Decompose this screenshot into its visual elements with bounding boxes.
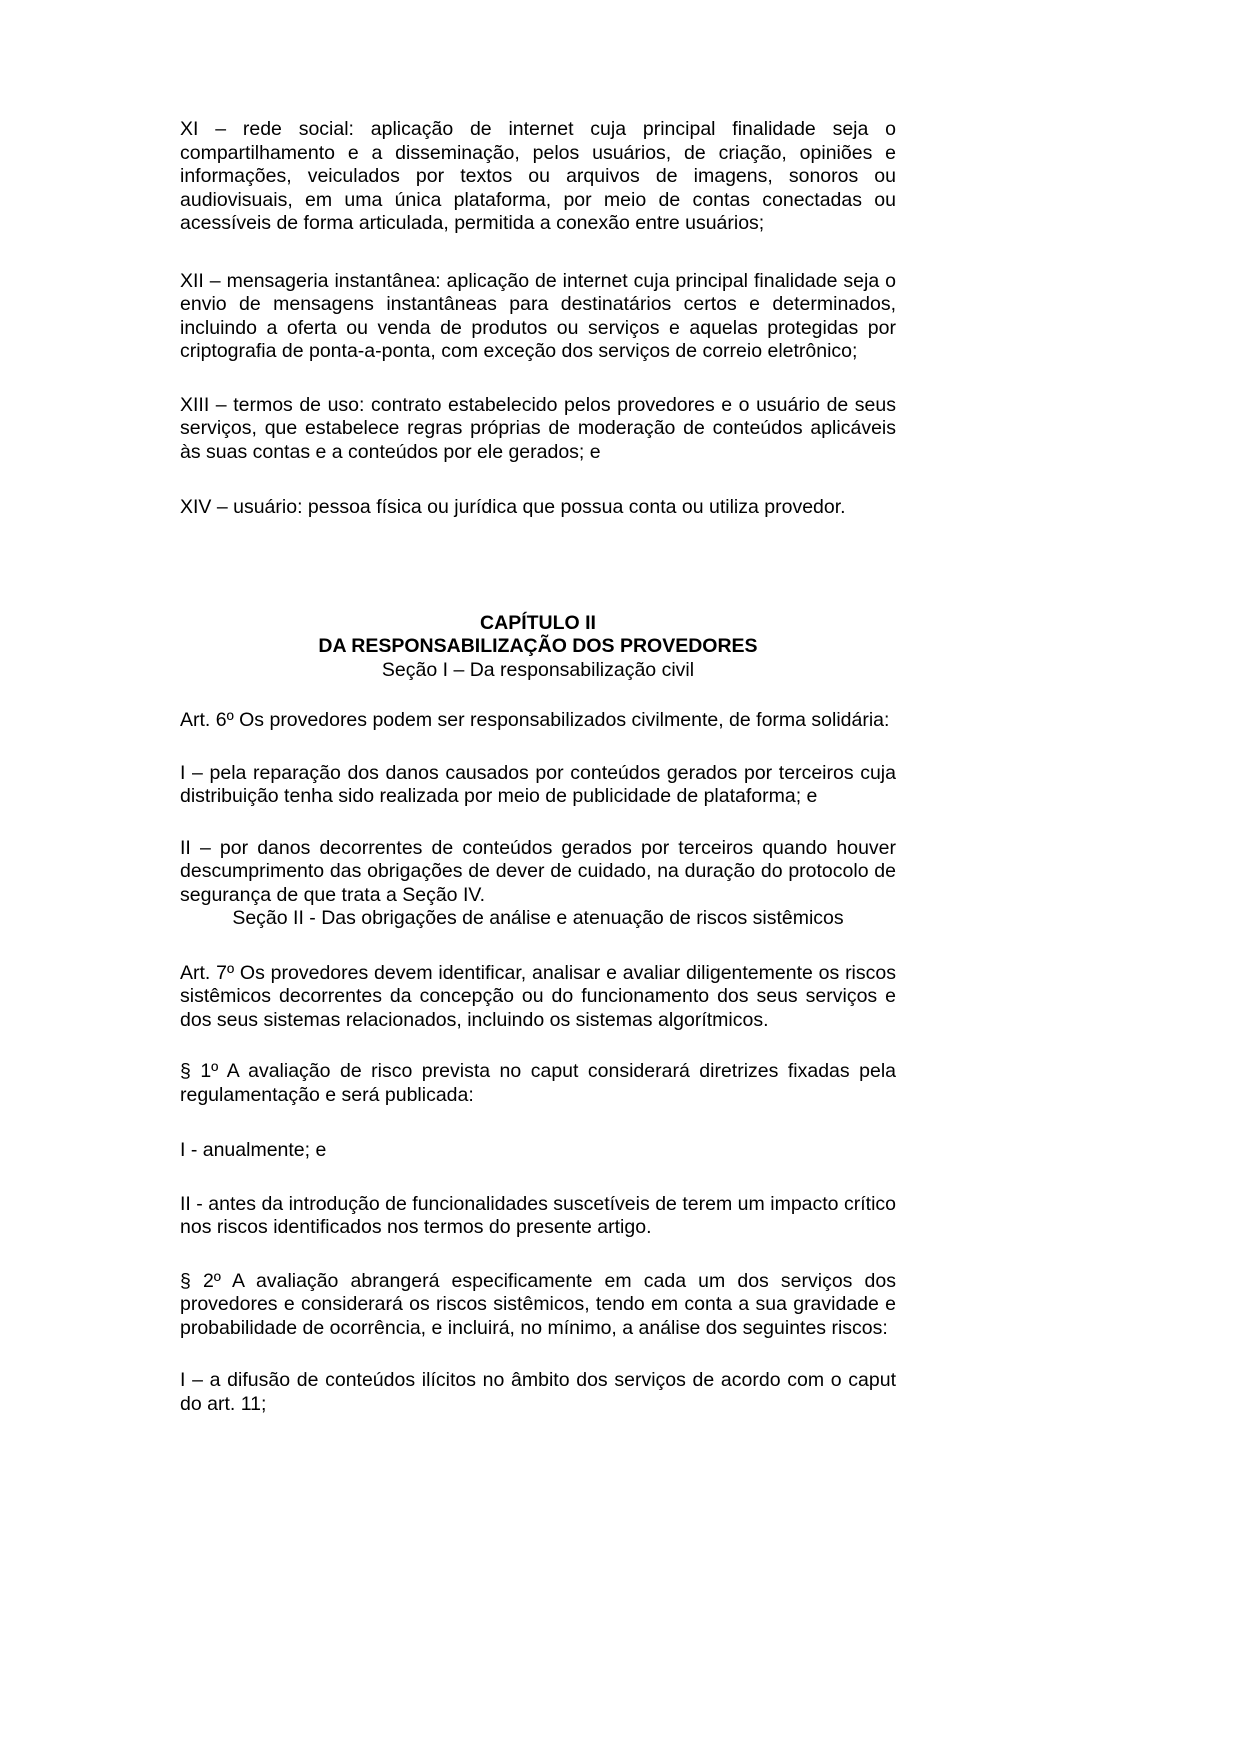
- art6-item-i-paragraph: I – pela reparação dos danos causados por conteúdos gerados por terceiros cuja distribuição tenha sido realizada por meio de publicidade de plataforma; e: [180, 761, 896, 807]
- chapter-number: CAPÍTULO II: [480, 611, 596, 634]
- article-6-paragraph: Art. 6º Os provedores podem ser responsabilizados civilmente, de forma solidária:: [180, 709, 890, 731]
- art7-par1-item-ii: II - antes da introdução de funcionalidades suscetíveis de terem um impacto crítico nos riscos identificados nos termos do presente artigo.: [180, 1192, 896, 1238]
- item-xi-paragraph: XI – rede social: aplicação de internet cuja principal finalidade seja o compartilhamento e a disseminação, pelos usuários, de criação, opiniões e informações, veiculados por textos ou arquivos de imagens, sonoros ou audiovisuais, em uma única plataforma, por meio de contas conectadas ou acessíveis de forma articulada, permitida a conexão entre usuários;: [180, 118, 896, 234]
- item-xii-paragraph: XII – mensageria instantânea: aplicação de internet cuja principal finalidade seja o envio de mensagens instantâneas para destinatários certos e determinados, incluindo a oferta ou venda de produtos ou serviços e aquelas protegidas por criptografia de ponta-a-ponta, com exceção dos serviços de correio eletrônico;: [180, 269, 896, 362]
- section-2-title: Seção II - Das obrigações de análise e atenuação de riscos sistêmicos: [232, 907, 844, 929]
- article-7-paragraph: Art. 7º Os provedores devem identificar, analisar e avaliar diligentemente os riscos sistêmicos decorrentes da concepção ou do funcionamento dos seus serviços e dos seus sistemas relacionados, incluindo os sistemas algorítmicos.: [180, 961, 896, 1031]
- chapter-title: DA RESPONSABILIZAÇÃO DOS PROVEDORES: [318, 635, 758, 657]
- item-xiii-paragraph: XIII – termos de uso: contrato estabelecido pelos provedores e o usuário de seus serviços, que estabelece regras próprias de moderação de conteúdos aplicáveis às suas contas e a conteúdos por ele gerados; e: [180, 393, 896, 463]
- item-xiv-paragraph: XIV – usuário: pessoa física ou jurídica que possua conta ou utiliza provedor.: [180, 496, 846, 518]
- chapter-heading: [180, 612, 896, 659]
- art7-par1-item-i: I - anualmente; e: [180, 1139, 327, 1161]
- document-body: [180, 118, 896, 1416]
- art7-par2-item-i: I – a difusão de conteúdos ilícitos no âmbito dos serviços de acordo com o caput do art. 11;: [180, 1369, 896, 1415]
- art7-par2-paragraph: § 2º A avaliação abrangerá especificamente em cada um dos serviços dos provedores e considerará os riscos sistêmicos, tendo em conta a sua gravidade e probabilidade de ocorrência, e incluirá, no mínimo, a análise dos seguintes riscos:: [180, 1269, 896, 1339]
- art6-item-ii-paragraph: II – por danos decorrentes de conteúdos gerados por terceiros quando houver descumprimento das obrigações de dever de cuidado, na duração do protocolo de segurança de que trata a Seção IV.: [180, 836, 896, 906]
- art7-par1-paragraph: § 1º A avaliação de risco prevista no caput considerará diretrizes fixadas pela regulamentação e será publicada:: [180, 1060, 896, 1106]
- section-1-title: Seção I – Da responsabilização civil: [381, 658, 695, 681]
